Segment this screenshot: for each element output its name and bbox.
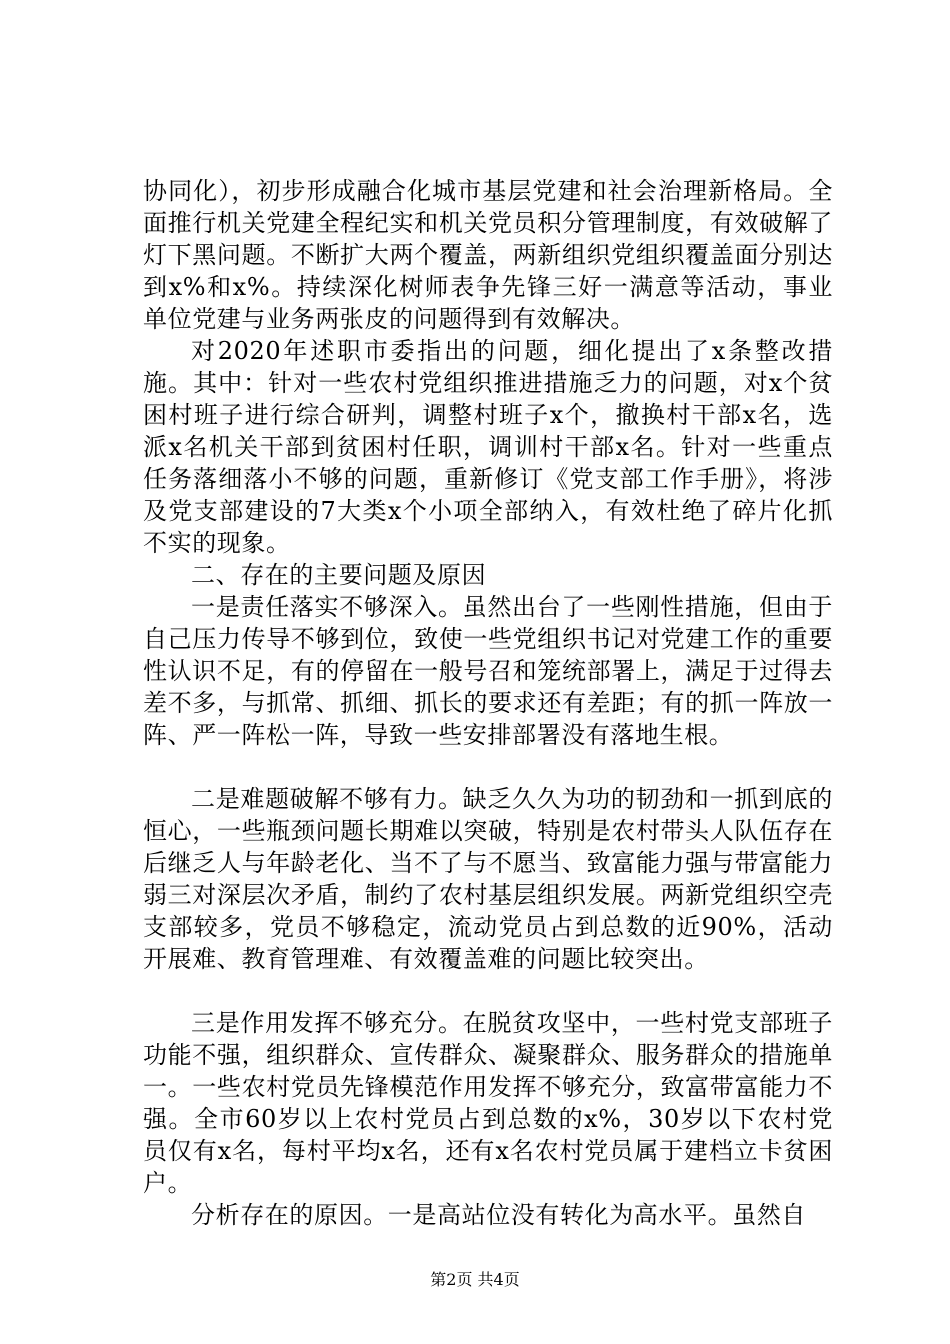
paragraph-problem-three: 三是作用发挥不够充分。在脱贫攻坚中，一些村党支部班子功能不强，组织群众、宣传群众、凝聚群众、服务群众的措施单一。一些农村党员先锋模范作用发挥不够充分，致富带富能力不强。全市60岁以上农村党员占到总数的x%，30岁以下农村党员仅有x名，每村平均x名，还有x名农村党员属于建档立卡贫困户。 bbox=[143, 1009, 833, 1197]
paragraph-problem-two: 二是难题破解不够有力。缺乏久久为功的韧劲和一抓到底的恒心，一些瓶颈问题长期难以突破，特别是农村带头人队伍存在后继乏人与年龄老化、当不了与不愿当、致富能力强与带富能力弱三对深层次矛盾，制约了农村基层组织发展。两新党组织空壳支部较多，党员不够稳定，流动党员占到总数的近90%，活动开展难、教育管理难、有效覆盖难的问题比较突出。 bbox=[143, 785, 833, 973]
paragraph-cause-analysis: 分析存在的原因。一是高站位没有转化为高水平。虽然自 bbox=[191, 1201, 806, 1229]
section-heading-problems: 二、存在的主要问题及原因 bbox=[191, 561, 487, 589]
paragraph-problem-one: 一是责任落实不够深入。虽然出台了一些刚性措施，但由于自己压力传导不够到位，致使一些党组织书记对党建工作的重要性认识不足，有的停留在一般号召和笼统部署上，满足于过得去差不多，与抓常、抓细、抓长的要求还有差距；有的抓一阵放一阵、严一阵松一阵，导致一些安排部署没有落地生根。 bbox=[143, 593, 833, 749]
document-body bbox=[143, 175, 833, 1231]
page-number-footer: 第2页 共4页 bbox=[430, 1270, 520, 1289]
paragraph-rectification: 对2020年述职市委指出的问题，细化提出了x条整改措施。其中：针对一些农村党组织推进措施乏力的问题，对x个贫困村班子进行综合研判，调整村班子x个，撤换村干部x名，选派x名机关干部到贫困村任职，调训村干部x名。针对一些重点任务落细落小不够的问题，重新修订《党支部工作手册》，将涉及党支部建设的7大类x个小项全部纳入，有效杜绝了碎片化抓不实的现象。 bbox=[143, 337, 833, 557]
paragraph-continuation: 协同化），初步形成融合化城市基层党建和社会治理新格局。全面推行机关党建全程纪实和机关党员积分管理制度，有效破解了灯下黑问题。不断扩大两个覆盖，两新组织党组织覆盖面分别达到x%和x%。持续深化树师表争先锋三好一满意等活动，事业单位党建与业务两张皮的问题得到有效解决。 bbox=[143, 177, 833, 333]
